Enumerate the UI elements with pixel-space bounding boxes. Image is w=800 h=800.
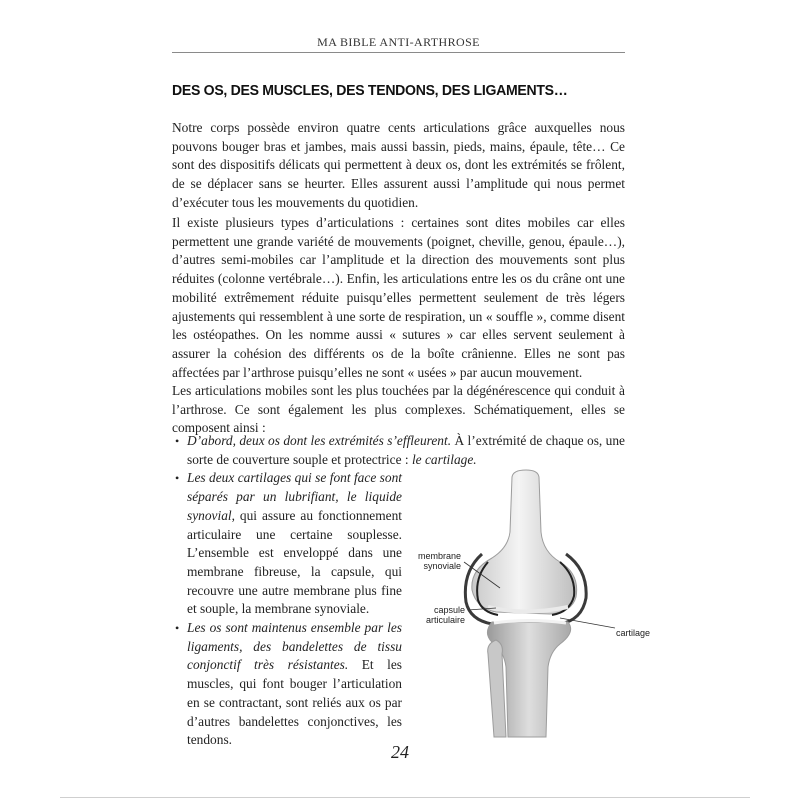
list-item xyxy=(175,469,402,619)
list-item-emphasis: Les deux cartilages qui se font face sont séparés par un lubrifiant, le liquide synovial xyxy=(187,470,402,523)
list-item-emphasis: D’abord, deux os dont les extrémités s’effleurent. xyxy=(187,433,452,448)
running-head: MA BIBLE ANTI-ARTHROSE xyxy=(317,35,480,49)
list-item-text: , qui assure au fonctionnement articulaire une certaine souplesse. L’ensemble est enveloppé dans une membrane fibreuse, la capsule, qui recouvre une autre membrane plus fine et souple, la membrane synoviale. xyxy=(187,507,402,617)
bullet-dot: • xyxy=(175,434,180,448)
knee-joint-drawing xyxy=(400,462,660,742)
bullet-dot: • xyxy=(175,471,180,486)
paragraph-mobile: Les articulations mobiles sont les plus touchées par la dégénérescence qui conduit à l’arthrose. Ce sont également les plus complexes. Schématiquement, elles se composent ainsi : xyxy=(172,383,625,436)
list-item-text: À l’extrémité de chaque os, une sorte de couverture souple et protectrice : xyxy=(187,433,625,467)
label-cartilage: cartilage xyxy=(616,628,651,638)
list-item xyxy=(175,619,402,750)
paragraph-intro: Notre corps possède environ quatre cents articulations grâce auxquelles nous pouvons bouger bras et jambes, mais aussi bassin, pieds, mains, épaule, tête… Ce sont des dispositifs délicats qui permettent à deux os, dont les extrémités se frôlent, de se déplacer sans se heurter. Elles assurent aussi l’amplitude qui nous permet d’exécuter tous les mouvements du quotidien. xyxy=(172,120,625,210)
knee-joint-illustration xyxy=(400,462,660,742)
label-membrane-synoviale: membrane synoviale xyxy=(417,551,461,571)
section-title: DES OS, DES MUSCLES, DES TENDONS, DES LIGAMENTS… xyxy=(172,83,568,99)
list-item-text: Et les muscles, qui font bouger l’articulation en se contractant, sont reliés aux os par d’autres bandelettes conjonctives, les tendons. xyxy=(187,657,402,748)
label-capsule-articulaire: capsule articulaire xyxy=(425,605,465,625)
paragraph-types: Il existe plusieurs types d’articulations : certaines sont dites mobiles car elles permettent une grande variété de mouvements (poignet, cheville, genou, épaule…), d’autres semi-mobiles car l’amplitude et la direction des mouvements sont plus réduites (colonne vertébrale…). Enfin, les articulations entre les os du crâne ont une mobilité extrêmement réduite puisqu’elles permettent seulement de très légers ajustements qui ressemblent à une sorte de respiration, un « souffle », comme disent les ostéopathes. On les nomme aussi « sutures » car elles servent seulement à assurer la cohésion des différents os de la boîte crânienne. Elles ne sont pas affectées par l’arthrose puisqu’elles ne sont « usées » par aucun mouvement. xyxy=(172,215,625,380)
page-number: 24 xyxy=(391,742,409,762)
list-item-emphasis: Les os sont maintenus ensemble par les ligaments, des bandelettes de tissu conjonctif très résistantes. xyxy=(187,620,402,673)
page-edge-line xyxy=(60,797,750,798)
bullet-dot: • xyxy=(175,621,180,636)
list-item-emphasis-end: le cartilage. xyxy=(411,451,477,467)
femur-bone xyxy=(472,470,577,614)
header-rule xyxy=(172,52,625,53)
